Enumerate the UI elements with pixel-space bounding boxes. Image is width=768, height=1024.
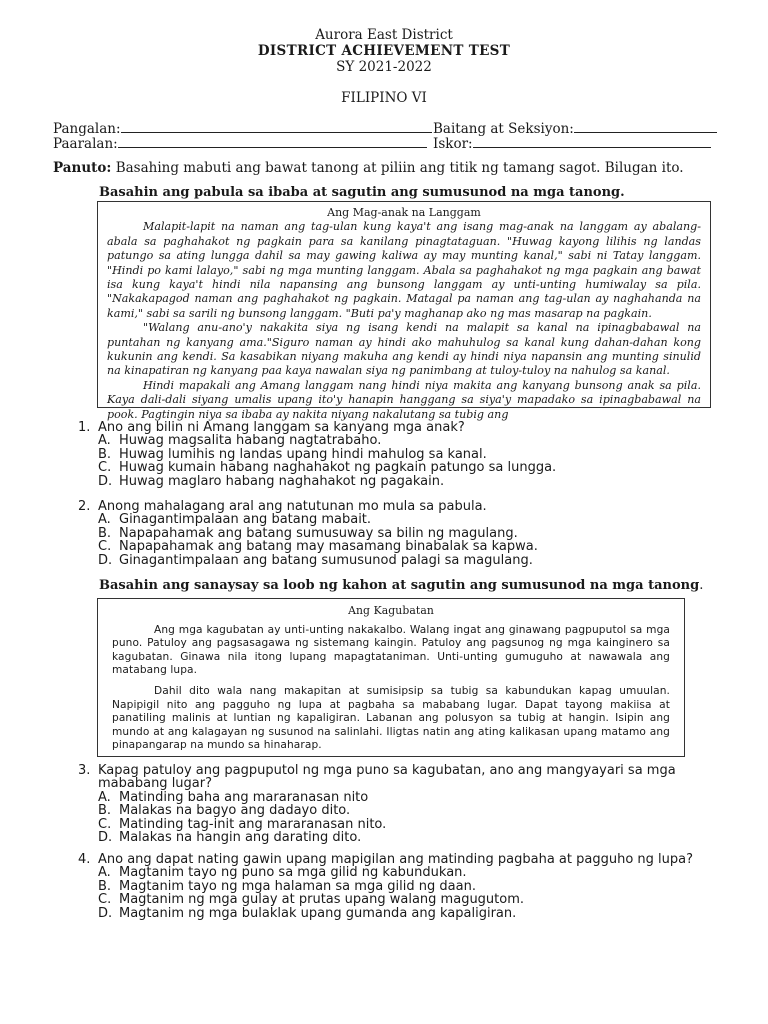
essay-paragraph: Dahil dito wala nang makapitan at sumisipsip sa tubig sa kabundukan kapag umuulan. Napipigil nito ang pagguho ng lupa at pagbaha sa mababang lugar. Dapat tayong makiisa at panatiling malinis at luntian ng kapaligiran. Labanan ang polusyon sa tubig at hangin. Isipin ang mundo at ang kalagayan ng susunod na salinlahi. Iligtas natin ang ating kalikasan upang matamo ang pinapangarap na mundo sa hinaharap. <box>112 684 670 752</box>
answer-option[interactable] <box>98 880 693 893</box>
option-text: Magtanim tayo ng puno sa mga gilid ng kabundukan. <box>119 865 467 881</box>
option-text: Ginagantimpalaan ang batang mabait. <box>119 512 372 528</box>
option-letter: A. <box>98 433 111 449</box>
answer-option[interactable] <box>98 893 693 906</box>
directions <box>53 160 684 176</box>
answer-option[interactable] <box>98 540 538 553</box>
question-stem: Anong mahalagang aral ang natutunan mo mula sa pabula. <box>98 499 487 514</box>
option-letter: D. <box>98 473 113 489</box>
essay-title: Ang Kagubatan <box>348 604 434 617</box>
section2-instruction-period: . <box>699 578 704 593</box>
question-number: 2. <box>78 499 91 514</box>
name-label: Pangalan: <box>53 121 121 137</box>
option-text: Malakas na bagyo ang dadayo dito. <box>119 803 351 819</box>
option-letter: C. <box>98 460 112 476</box>
directions-text: Basahing mabuti ang bawat tanong at piliin ang titik ng tamang sagot. Bilugan ito. <box>115 160 684 176</box>
answer-option[interactable] <box>98 831 718 844</box>
score-label: Iskor: <box>433 136 473 152</box>
option-letter: B. <box>98 446 112 462</box>
school-label: Paaralan: <box>53 136 118 152</box>
option-letter: C. <box>98 816 112 832</box>
option-letter: A. <box>98 512 111 528</box>
grade-section-blank-line[interactable] <box>574 120 717 133</box>
answer-option[interactable] <box>98 527 538 540</box>
answer-option[interactable] <box>98 818 718 831</box>
option-text: Huwag kumain habang naghahakot ng pagkain patungo sa lungga. <box>119 460 557 476</box>
fable-paragraph: "Walang anu-ano'y nakakita siya ng isang kendi na malapit sa kanal na ipinagbabawal na puntahan ng kanyang ama."Siguro naman ay hindi ako mahuhulog sa kanal kung dahan-dahan kong kukunin ang kendi. Sa kasabikan niyang makuha ang kendi ay hindi niya napansin ang munting sinulid na kinapatiran ng kanyang paa kaya nawalan siya ng panimbang at tuloy-tuloy na nahulog sa kanal. <box>107 321 701 378</box>
question-number: 3. <box>78 763 91 778</box>
option-text: Huwag magsalita habang nagtatrabaho. <box>119 433 382 449</box>
test-title: DISTRICT ACHIEVEMENT TEST <box>257 43 511 59</box>
section2-instruction-text: Basahin ang sanaysay sa loob ng kahon at sagutin ang sumusunod na mga tanong <box>99 578 700 593</box>
option-text: Matinding baha ang mararanasan nito <box>119 789 369 805</box>
answer-option[interactable] <box>98 866 693 879</box>
option-text: Huwag maglaro habang naghahakot ng pagakain. <box>119 473 445 489</box>
score-field[interactable] <box>433 135 711 152</box>
option-text: Napapahamak ang batang sumusuway sa bilin ng magulang. <box>119 525 518 541</box>
option-letter: B. <box>98 878 112 894</box>
option-letter: C. <box>98 892 112 908</box>
option-letter: D. <box>98 552 113 568</box>
question-4 <box>78 853 693 920</box>
question-stem: Ano ang dapat nating gawin upang mapigilan ang matinding pagbaha at pagguho ng lupa? <box>98 852 693 867</box>
answer-option[interactable] <box>98 907 693 920</box>
option-text: Magtanim ng mga gulay at prutas upang walang magugutom. <box>119 892 525 908</box>
directions-label: Panuto: <box>53 160 112 176</box>
option-letter: B. <box>98 803 112 819</box>
question-stem: Ano ang bilin ni Amang langgam sa kanyang mga anak? <box>98 420 465 435</box>
question-2 <box>78 500 538 567</box>
option-text: Magtanim tayo ng mga halaman sa mga gilid ng daan. <box>119 878 476 894</box>
question-1 <box>78 421 556 488</box>
answer-option[interactable] <box>98 475 556 488</box>
option-text: Huwag lumihis ng landas upang hindi mahulog sa kanal. <box>119 446 487 462</box>
section1-instruction: Basahin ang pabula sa ibaba at sagutin ang sumusunod na mga tanong. <box>99 185 625 200</box>
question-number: 1. <box>78 420 91 435</box>
fable-paragraph: Hindi mapakali ang Amang langgam nang hindi niya makita ang kanyang bunsong anak sa pila. Kaya dali-dali siyang umalis upang ito'y hanapin hanggang sa siya'y mapadako sa ipinagbabawal na pook. Pagtingin niya sa ibaba ay nakita niyang nakalutang sa tubig ang <box>107 378 701 421</box>
option-letter: A. <box>98 865 111 881</box>
section2-instruction <box>99 578 703 593</box>
fable-paragraph: Malapit-lapit na naman ang tag-ulan kung kaya't ang isang mag-anak na langgam ay abalang-abala sa paghahakot ng pagkain para sa kanilang pinagtataguan. "Huwag kayong lilihis ng landas patungo sa ating lungga dahil sa may gawing kaliwa ay may munting kanal," sabi ni Tatay langgam. "Hindi po kami lalayo," sabi ng mga munting langgam. Abala sa paghahakot ng mga pagkain ang bawat isa kung kaya't hindi nila napansing ang bunsong langgam ay unti-unting humiwalay sa pila. "Nakakapagod naman ang paghahakot ng pagkain. Matagal pa naman ang tag-ulan ay naghahanda na kami," sabi sa sarili ng bunsong langgam. "Buti pa'y maghanap ako ng mas masarap na pagkain. <box>107 220 701 320</box>
option-letter: C. <box>98 539 112 555</box>
option-text: Napapahamak ang batang may masamang binabalak sa kapwa. <box>119 539 538 555</box>
option-letter: D. <box>98 905 113 921</box>
subject-title: FILIPINO VI <box>341 90 427 106</box>
fable-title: Ang Mag-anak na Langgam <box>327 206 481 219</box>
question-3 <box>78 764 718 844</box>
question-stem: Kapag patuloy ang pagpuputol ng mga puno sa kagubatan, ano ang mangyayari sa mga mababang lugar? <box>98 763 676 792</box>
answer-option[interactable] <box>98 448 556 461</box>
answer-option[interactable] <box>98 554 538 567</box>
name-blank-line[interactable] <box>121 120 432 133</box>
score-blank-line[interactable] <box>473 135 711 148</box>
school-field[interactable] <box>53 135 427 152</box>
answer-option[interactable] <box>98 791 718 804</box>
question-number: 4. <box>78 852 91 867</box>
option-letter: D. <box>98 830 113 846</box>
school-year: SY 2021-2022 <box>336 59 432 75</box>
option-letter: B. <box>98 525 112 541</box>
fable-box <box>97 201 711 421</box>
grade-section-label: Baitang at Seksiyon: <box>433 121 574 137</box>
option-letter: A. <box>98 789 111 805</box>
answer-option[interactable] <box>98 513 538 526</box>
school-blank-line[interactable] <box>118 135 427 148</box>
answer-option[interactable] <box>98 434 556 447</box>
essay-box <box>97 598 685 757</box>
option-text: Matinding tag-init ang mararanasan nito. <box>119 816 387 832</box>
essay-paragraph: Ang mga kagubatan ay unti-unting nakakalbo. Walang ingat ang ginawang pagpuputol sa mga puno. Patuloy ang pagsasagawa ng sistemang kaingin. Patuloy ang pagsunog ng mga kainginero sa kagubatan. Ginawa nila itong lupang mapagtataniman. Unti-unting gumuguho at nawawala ang matabang lupa. <box>112 623 670 677</box>
answer-option[interactable] <box>98 804 718 817</box>
option-text: Malakas na hangin ang darating dito. <box>119 830 362 846</box>
district-name: Aurora East District <box>315 27 453 43</box>
option-text: Ginagantimpalaan ang batang sumusunod palagi sa magulang. <box>119 552 533 568</box>
option-text: Magtanim ng mga bulaklak upang gumanda ang kapaligiran. <box>119 905 517 921</box>
answer-option[interactable] <box>98 461 556 474</box>
